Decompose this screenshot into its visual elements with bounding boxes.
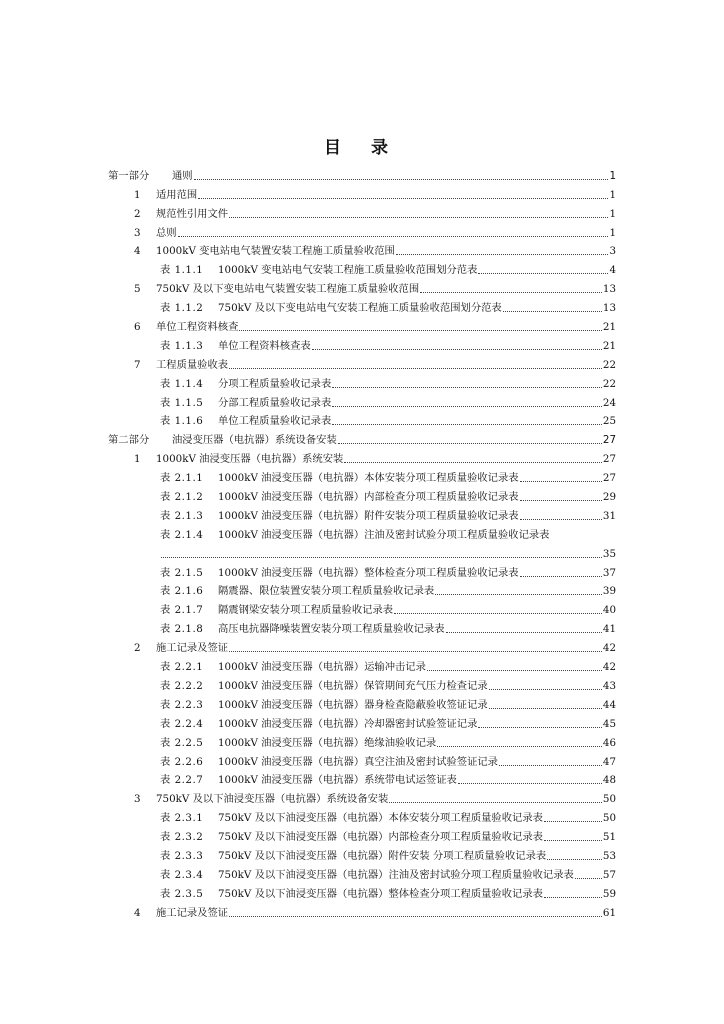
toc-entry-text: 总则 <box>156 226 177 239</box>
leader-dots <box>520 519 602 520</box>
toc-entry[interactable] <box>108 523 616 542</box>
toc-page-number: 1 <box>609 226 616 239</box>
leader-dots <box>229 916 602 917</box>
toc-entry[interactable] <box>108 466 616 485</box>
toc-page-number: 1 <box>609 169 616 182</box>
toc-entry-number: 表 2.1.4 <box>160 528 204 541</box>
toc-entry[interactable] <box>108 674 616 693</box>
toc-entry-label <box>160 718 477 731</box>
toc-entry[interactable] <box>108 315 616 334</box>
leader-dots <box>198 198 608 199</box>
toc-entry-label <box>160 378 331 391</box>
toc-entry[interactable] <box>108 712 616 731</box>
toc-entry-label <box>160 812 543 825</box>
toc-entry[interactable] <box>108 825 616 844</box>
toc-entry[interactable] <box>108 183 616 202</box>
toc-entry-text: 1000kV 油浸变压器（电抗器）注油及密封试验分项工程质量验收记录表 <box>218 528 550 541</box>
toc-page-number: 3 <box>609 245 616 258</box>
toc-entry-text: 施工记录及签证 <box>156 906 229 919</box>
toc-entry-text: 1000kV 油浸变压器（电抗器）冷却器密封试验签证记录 <box>218 717 478 730</box>
leader-dots <box>229 217 608 218</box>
toc-page-number: 50 <box>602 812 616 825</box>
toc-entry-number: 表 2.3.4 <box>160 868 204 881</box>
toc-entry[interactable] <box>108 901 616 920</box>
leader-dots <box>520 576 602 577</box>
toc-page-number: 13 <box>602 283 616 296</box>
toc-entry[interactable] <box>108 863 616 882</box>
toc-page-number: 25 <box>602 415 616 428</box>
leader-dots <box>239 330 602 331</box>
toc-page-number: 24 <box>602 396 616 409</box>
toc-page-number: 41 <box>602 623 616 636</box>
toc-entry[interactable] <box>108 391 616 410</box>
toc-entry-number: 表 2.3.3 <box>160 849 204 862</box>
toc-entry-label <box>160 699 488 712</box>
toc-entry-label <box>134 227 177 240</box>
toc-entry-number: 第二部分 <box>108 434 150 447</box>
toc-entry-number: 7 <box>134 358 141 371</box>
leader-dots <box>489 708 602 709</box>
toc-entry-label <box>160 831 543 844</box>
toc-entry-number: 表 1.1.5 <box>160 396 204 409</box>
toc-entry-number: 3 <box>134 226 141 239</box>
toc-page-number: 59 <box>602 887 616 900</box>
toc-entry-label <box>160 737 436 750</box>
toc-page-number: 37 <box>602 566 616 579</box>
toc-entry-label <box>134 208 228 221</box>
toc-entry[interactable] <box>108 693 616 712</box>
toc-entry-label <box>160 567 519 580</box>
toc-entry-label <box>160 415 331 428</box>
leader-dots <box>499 765 602 766</box>
toc-page-number: 40 <box>602 604 616 617</box>
toc-entry-text: 分部工程质量验收记录表 <box>218 396 332 409</box>
leader-dots <box>396 254 609 255</box>
toc-page-number: 43 <box>602 679 616 692</box>
toc-entry[interactable] <box>108 750 616 769</box>
toc-entry-text: 油浸变压器（电抗器）系统设备安装 <box>172 434 337 447</box>
leader-dots <box>389 802 602 803</box>
toc-entry-label <box>160 397 331 410</box>
toc-entry-text: 单位工程资料核查 <box>156 321 239 334</box>
toc-entry-number: 表 2.1.8 <box>160 623 204 636</box>
toc-page-number: 47 <box>602 755 616 768</box>
toc-entry-number: 5 <box>134 283 141 296</box>
toc-entry-label <box>134 642 228 655</box>
toc-entry-text: 1000kV 油浸变压器（电抗器）整体检查分项工程质量验收记录表 <box>218 566 519 579</box>
toc-page-number: 51 <box>602 831 616 844</box>
toc-entry-text: 1000kV 油浸变压器（电抗器）系统安装 <box>156 453 344 466</box>
toc-entry-number: 第一部分 <box>108 169 150 182</box>
toc-entry-label <box>160 756 498 769</box>
leader-dots <box>458 783 602 784</box>
toc-entry[interactable] <box>108 580 616 599</box>
toc-entry-number: 表 1.1.4 <box>160 377 204 390</box>
toc-page-number: 27 <box>602 434 616 447</box>
toc-entry-label <box>160 264 477 277</box>
toc-entry-label <box>160 869 574 882</box>
toc-entry[interactable] <box>108 334 616 353</box>
leader-dots <box>338 443 602 444</box>
leader-dots <box>312 349 602 350</box>
toc-entry[interactable] <box>108 258 616 277</box>
toc-page-number: 1 <box>609 188 616 201</box>
toc-entry-text: 1000kV 油浸变压器（电抗器）本体安装分项工程质量验收记录表 <box>218 472 519 485</box>
toc-entry-label <box>134 359 228 372</box>
leader-dots <box>520 481 602 482</box>
toc-entry-text: 1000kV 油浸变压器（电抗器）保管期间充气压力检查记录 <box>218 679 488 692</box>
toc-entry-number: 表 2.1.1 <box>160 472 204 485</box>
toc-page-number: 27 <box>602 472 616 485</box>
toc-entry-text: 规范性引用文件 <box>156 207 229 220</box>
toc-entry[interactable] <box>108 769 616 788</box>
toc-page-number: 39 <box>602 585 616 598</box>
toc-entry-number: 4 <box>134 906 141 919</box>
toc-entry-label <box>108 434 337 447</box>
toc-entry-text: 1000kV 油浸变压器（电抗器）内部检查分项工程质量验收记录表 <box>218 491 519 504</box>
toc-entry-text: 1000kV 油浸变压器（电抗器）真空注油及密封试验签证记录 <box>218 755 498 768</box>
toc-entry-label <box>134 245 395 258</box>
toc-entry-text: 分项工程质量验收记录表 <box>218 377 332 390</box>
toc-entry-number: 表 2.1.7 <box>160 604 204 617</box>
leader-dots <box>547 859 602 860</box>
toc-page-number: 4 <box>609 264 616 277</box>
toc-entry-text: 1000kV 油浸变压器（电抗器）系统带电试运签证表 <box>218 774 457 787</box>
toc-entry-text: 1000kV 油浸变压器（电抗器）绝缘油验收记录 <box>218 736 437 749</box>
toc-entry-number: 6 <box>134 321 141 334</box>
toc-entry-text: 单位工程质量验收记录表 <box>218 415 332 428</box>
toc-entry-text: 1000kV 油浸变压器（电抗器）运输冲击记录 <box>218 661 426 674</box>
toc-entry-text: 750kV 及以下油浸变压器（电抗器）整体检查分项工程质量验收记录表 <box>218 887 543 900</box>
toc-entry-text: 适用范围 <box>156 188 198 201</box>
toc-entry[interactable] <box>108 655 616 674</box>
toc-entry-number: 表 2.1.2 <box>160 491 204 504</box>
toc-page-number: 13 <box>602 302 616 315</box>
toc-entry-label <box>134 453 343 466</box>
toc-entry-label <box>108 170 193 183</box>
toc-page-number: 22 <box>602 377 616 390</box>
toc-entry-label <box>160 623 445 636</box>
toc-entry-number: 表 2.2.2 <box>160 679 204 692</box>
leader-dots <box>446 632 602 633</box>
toc-entry-number: 2 <box>134 207 141 220</box>
toc-entry[interactable] <box>108 882 616 901</box>
leader-dots <box>229 651 602 652</box>
toc-entry-text: 1000kV 变电站电气安装工程施工质量验收范围划分范表 <box>218 264 478 277</box>
toc-entry-number: 表 2.2.3 <box>160 698 204 711</box>
toc-entry-text: 750kV 及以下变电站电气安装工程施工质量验收范围划分范表 <box>218 302 502 315</box>
toc-entry-label <box>160 888 543 901</box>
toc-page-number: 53 <box>602 849 616 862</box>
toc-entry-text: 750kV 及以下油浸变压器（电抗器）附件安装 分项工程质量验收记录表 <box>218 849 547 862</box>
toc-entry-text: 工程质量验收表 <box>156 358 229 371</box>
toc-entry-text: 750kV 及以下油浸变压器（电抗器）注油及密封试验分项工程质量验收记录表 <box>218 868 574 881</box>
toc-entry[interactable] <box>108 410 616 429</box>
leader-dots <box>332 406 602 407</box>
leader-dots <box>489 689 602 690</box>
toc-entry-label <box>160 529 549 542</box>
leader-dots <box>394 613 602 614</box>
toc-page-number: 42 <box>602 642 616 655</box>
toc-entry[interactable] <box>108 561 616 580</box>
toc-entry-text: 通则 <box>172 169 193 182</box>
toc-entry-number: 表 2.3.5 <box>160 887 204 900</box>
toc-entry-number: 表 2.1.5 <box>160 566 204 579</box>
toc-entry-label <box>134 907 228 920</box>
toc-entry-number: 表 2.2.7 <box>160 774 204 787</box>
toc-page-number: 22 <box>602 358 616 371</box>
toc-entry-label <box>134 321 238 334</box>
toc-entry-text: 施工记录及签证 <box>156 642 229 655</box>
toc-entry[interactable] <box>108 164 616 183</box>
toc-entry-text: 750kV 及以下油浸变压器（电抗器）本体安装分项工程质量验收记录表 <box>218 812 543 825</box>
toc-entry-label <box>160 604 393 617</box>
toc-entry-number: 表 2.3.1 <box>160 812 204 825</box>
toc-entry-number: 表 2.2.1 <box>160 661 204 674</box>
toc-entry-text: 隔震钢梁安装分项工程质量验收记录表 <box>218 604 394 617</box>
toc-entry-label <box>160 510 519 523</box>
toc-entry-label <box>160 680 488 693</box>
leader-dots <box>503 311 602 312</box>
toc-page-number: 42 <box>602 661 616 674</box>
toc-entry[interactable] <box>108 428 616 447</box>
toc-entry-number: 1 <box>134 453 141 466</box>
toc-page-number: 21 <box>602 321 616 334</box>
toc-entry-number: 表 2.2.4 <box>160 717 204 730</box>
toc-page-number: 44 <box>602 698 616 711</box>
toc-entry-label <box>160 661 426 674</box>
toc-entry-number: 表 2.2.5 <box>160 736 204 749</box>
toc-entry-text: 750kV 及以下变电站电气装置安装工程施工质量验收范围 <box>156 283 420 296</box>
toc-entry[interactable] <box>108 353 616 372</box>
leader-dots <box>427 670 602 671</box>
toc-page-number: 31 <box>602 509 616 522</box>
toc-entry[interactable] <box>108 277 616 296</box>
toc-entry-label <box>134 189 197 202</box>
toc-entry[interactable] <box>108 731 616 750</box>
toc-entry-number: 表 2.3.2 <box>160 831 204 844</box>
leader-dots <box>161 557 602 558</box>
toc-entry[interactable] <box>108 844 616 863</box>
toc-page-number: 21 <box>602 339 616 352</box>
toc-entry-label <box>134 793 388 806</box>
toc-entry[interactable] <box>108 447 616 466</box>
toc-page-number: 46 <box>602 736 616 749</box>
page-title: 目 录 <box>324 138 400 158</box>
leader-dots <box>332 424 602 425</box>
toc-entry-label <box>160 340 311 353</box>
toc-entry-label <box>160 850 546 863</box>
toc-entry[interactable] <box>108 787 616 806</box>
toc-entry-text: 750kV 及以下油浸变压器（电抗器）内部检查分项工程质量验收记录表 <box>218 831 543 844</box>
toc-entry-number: 3 <box>134 793 141 806</box>
toc-entry-text: 1000kV 油浸变压器（电抗器）器身检查隐蔽验收签证记录 <box>218 698 488 711</box>
toc-entry-label <box>160 491 519 504</box>
toc-page-number: 1 <box>609 207 616 220</box>
toc-entry-text: 单位工程资料核查表 <box>218 339 311 352</box>
leader-dots <box>478 273 608 274</box>
toc-entry-number: 表 1.1.6 <box>160 415 204 428</box>
leader-dots <box>437 746 602 747</box>
toc-page-number: 57 <box>602 868 616 881</box>
toc-entry-number: 表 1.1.2 <box>160 302 204 315</box>
toc-entry-number: 2 <box>134 642 141 655</box>
table-of-contents <box>108 164 616 920</box>
toc-page-number: 35 <box>602 547 616 560</box>
leader-dots <box>544 897 602 898</box>
leader-dots <box>420 292 602 293</box>
toc-page-number: 45 <box>602 717 616 730</box>
toc-entry[interactable] <box>108 296 616 315</box>
toc-entry-number: 表 2.1.6 <box>160 585 204 598</box>
toc-entry[interactable] <box>108 202 616 221</box>
toc-entry-number: 4 <box>134 245 141 258</box>
toc-entry-text: 隔震器、限位装置安装分项工程质量验收记录表 <box>218 585 435 598</box>
toc-entry-number: 1 <box>134 188 141 201</box>
toc-entry-text: 750kV 及以下油浸变压器（电抗器）系统设备安装 <box>156 793 389 806</box>
toc-page-number: 61 <box>602 906 616 919</box>
toc-entry[interactable] <box>108 504 616 523</box>
toc-entry[interactable] <box>108 485 616 504</box>
toc-entry-number: 表 1.1.3 <box>160 339 204 352</box>
toc-entry-text: 1000kV 变电站电气装置安装工程施工质量验收范围 <box>156 245 395 258</box>
toc-entry-label <box>160 472 519 485</box>
leader-dots <box>544 840 602 841</box>
toc-entry-label <box>160 585 434 598</box>
toc-entry[interactable] <box>108 372 616 391</box>
toc-entry-number: 表 1.1.1 <box>160 264 204 277</box>
toc-entry-label <box>134 283 419 296</box>
toc-entry-text: 1000kV 油浸变压器（电抗器）附件安装分项工程质量验收记录表 <box>218 509 519 522</box>
toc-entry-label <box>160 302 502 315</box>
toc-page-number: 48 <box>602 774 616 787</box>
leader-dots <box>478 727 602 728</box>
leader-dots <box>544 821 602 822</box>
toc-entry-text: 高压电抗器降噪装置安装分项工程质量验收记录表 <box>218 623 445 636</box>
toc-entry[interactable] <box>108 240 616 259</box>
toc-entry[interactable] <box>108 806 616 825</box>
toc-page-number: 29 <box>602 491 616 504</box>
toc-entry-number: 表 2.1.3 <box>160 509 204 522</box>
toc-entry[interactable] <box>108 221 616 240</box>
leader-dots <box>435 594 602 595</box>
toc-page-number: 50 <box>602 793 616 806</box>
toc-entry[interactable] <box>108 636 616 655</box>
toc-entry[interactable] <box>108 617 616 636</box>
toc-entry-continuation[interactable] <box>108 542 616 561</box>
toc-entry-number: 表 2.2.6 <box>160 755 204 768</box>
toc-entry-label <box>160 774 457 787</box>
leader-dots <box>575 878 602 879</box>
toc-page-number: 27 <box>602 453 616 466</box>
leader-dots <box>229 368 602 369</box>
leader-dots <box>194 179 609 180</box>
toc-entry[interactable] <box>108 598 616 617</box>
leader-dots <box>332 387 602 388</box>
leader-dots <box>520 500 602 501</box>
leader-dots <box>178 236 609 237</box>
leader-dots <box>344 462 602 463</box>
